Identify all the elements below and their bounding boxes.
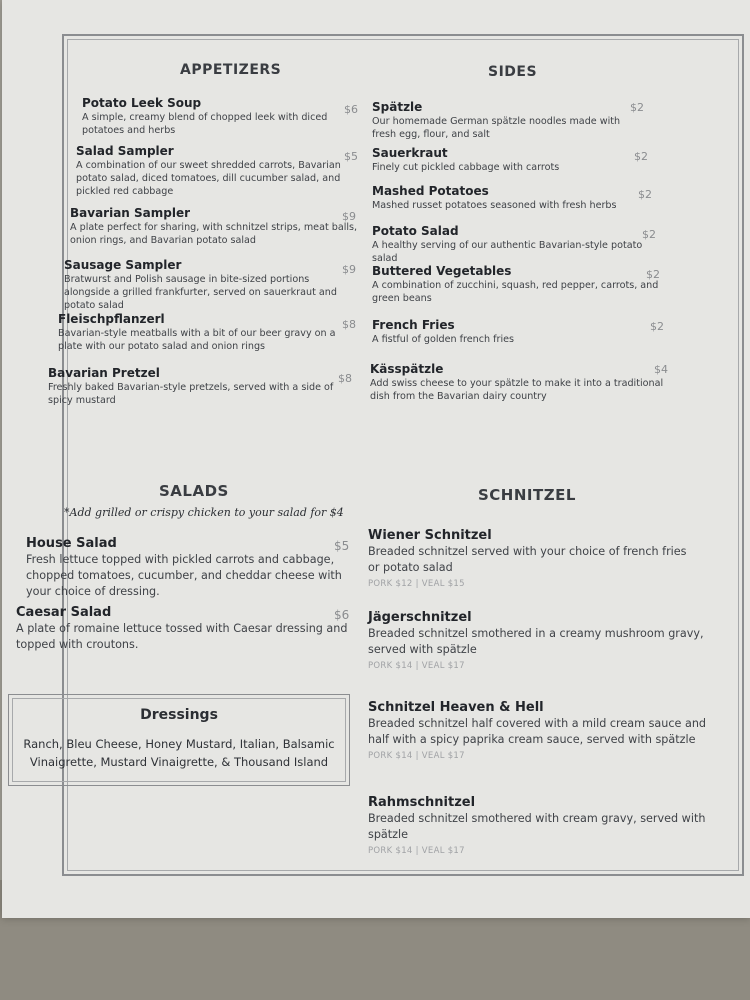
item-name: Bavarian Sampler [70,206,191,220]
item-name: Schnitzel Heaven & Hell [368,700,544,715]
side-item [370,362,668,403]
item-description: A healthy serving of our authentic Bavarian-style potato salad [372,240,643,264]
appetizer-item [64,258,358,312]
item-price: PORK $14 | VEAL $17 [368,661,465,671]
item-description: Breaded schnitzel served with your choice of french fries or potato salad [368,545,687,574]
item-description: A fistful of golden french fries [372,334,515,345]
item-description: A simple, creamy blend of chopped leek with diced potatoes and herbs [82,112,328,136]
item-price: $9 [342,210,356,223]
item-price: $2 [646,268,660,281]
item-name: Potato Salad [372,224,459,238]
item-description: A plate perfect for sharing, with schnitzel strips, meat balls, onion rings, and Bavarian potato salad [70,222,358,246]
item-description: Mashed russet potatoes seasoned with fresh herbs [372,200,617,211]
item-name: Mashed Potatoes [372,184,489,198]
salads-title: SALADS [159,482,229,500]
sides-title: SIDES [488,64,538,80]
item-name: Fleischpflanzerl [58,312,165,326]
side-item [372,224,658,265]
item-price: $8 [342,318,356,331]
schnitzel-item [368,528,698,589]
item-name: Caesar Salad [16,605,112,620]
appetizer-item [48,366,354,407]
item-description: A combination of our sweet shredded carrots, Bavarian potato salad, diced tomatoes, dill cucumber salad, and pickled red cabbage [76,160,341,197]
item-price: PORK $12 | VEAL $15 [368,579,465,589]
schnitzel-item [368,795,724,856]
item-price: PORK $14 | VEAL $17 [368,751,465,761]
salad-item [26,536,352,600]
dressings-title: Dressings [140,707,218,723]
item-description: Freshly baked Bavarian-style pretzels, served with a side of spicy mustard [48,382,334,406]
item-description: A plate of romaine lettuce tossed with Caesar dressing and topped with croutons. [16,622,348,651]
item-name: Spätzle [372,100,423,114]
item-description: Bratwurst and Polish sausage in bite-sized portions alongside a grilled frankfurter, served on sauerkraut and potato salad [64,274,337,311]
item-price: $2 [638,188,652,201]
item-name: Bavarian Pretzel [48,366,160,380]
salad-item [16,605,350,653]
item-price: PORK $14 | VEAL $17 [368,846,465,856]
appetizer-item [70,206,358,247]
side-item [372,184,654,212]
appetizer-item [82,96,358,137]
side-item [372,146,650,174]
item-name: Potato Leek Soup [82,96,202,110]
item-name: Salad Sampler [76,144,174,158]
schnitzel-item [368,610,708,671]
item-description: Breaded schnitzel smothered with cream gravy, served with spätzle [368,812,706,841]
side-item [372,318,666,346]
side-item [372,100,644,141]
item-price: $2 [650,320,664,333]
item-price: $2 [642,228,656,241]
appetizers-title: APPETIZERS [180,62,282,78]
item-price: $9 [342,263,356,276]
schnitzel-title: SCHNITZEL [478,486,576,504]
item-name: French Fries [372,318,455,332]
item-price: $2 [630,101,644,114]
dressings-box [8,694,350,786]
item-name: Wiener Schnitzel [368,528,492,543]
item-description: Bavarian-style meatballs with a bit of our beer gravy on a plate with our potato salad and onion rings [58,328,336,352]
item-name: Sauerkraut [372,146,448,160]
item-description: Add swiss cheese to your spätzle to make it into a traditional dish from the Bavarian dairy country [370,378,664,402]
item-name: Kässpätzle [370,362,444,376]
item-price: $5 [334,539,350,553]
item-name: Sausage Sampler [64,258,182,272]
item-price: $8 [338,372,352,385]
item-description: Breaded schnitzel smothered in a creamy mushroom gravy, served with spätzle [368,627,704,656]
dressings-list: Ranch, Bleu Cheese, Honey Mustard, Italian, Balsamic Vinaigrette, Mustard Vinaigrette, & Thousand Island [23,737,335,769]
item-description: Our homemade German spätzle noodles made with fresh egg, flour, and salt [372,116,621,140]
appetizer-item [58,312,358,353]
item-description: Finely cut pickled cabbage with carrots [372,162,560,173]
item-name: House Salad [26,536,117,551]
item-price: $6 [344,103,358,116]
menu-page [2,0,750,918]
schnitzel-item [368,700,718,761]
item-price: $6 [334,608,350,622]
item-price: $4 [654,363,668,376]
item-price: $2 [634,150,648,163]
item-description: Fresh lettuce topped with pickled carrots and cabbage, chopped tomatoes, cucumber, and cheddar cheese with your choice of dressing. [26,553,342,598]
item-description: Breaded schnitzel half covered with a mild cream sauce and half with a spicy paprika cream sauce, served with spätzle [368,717,707,746]
item-price: $5 [344,150,358,163]
item-name: Rahmschnitzel [368,795,476,810]
item-name: Buttered Vegetables [372,264,512,278]
item-description: A combination of zucchini, squash, red pepper, carrots, and green beans [372,280,659,304]
salads-note: *Add grilled or crispy chicken to your salad for $4 [64,506,344,519]
item-name: Jägerschnitzel [368,610,472,625]
appetizer-item [76,144,358,198]
side-item [372,264,662,305]
